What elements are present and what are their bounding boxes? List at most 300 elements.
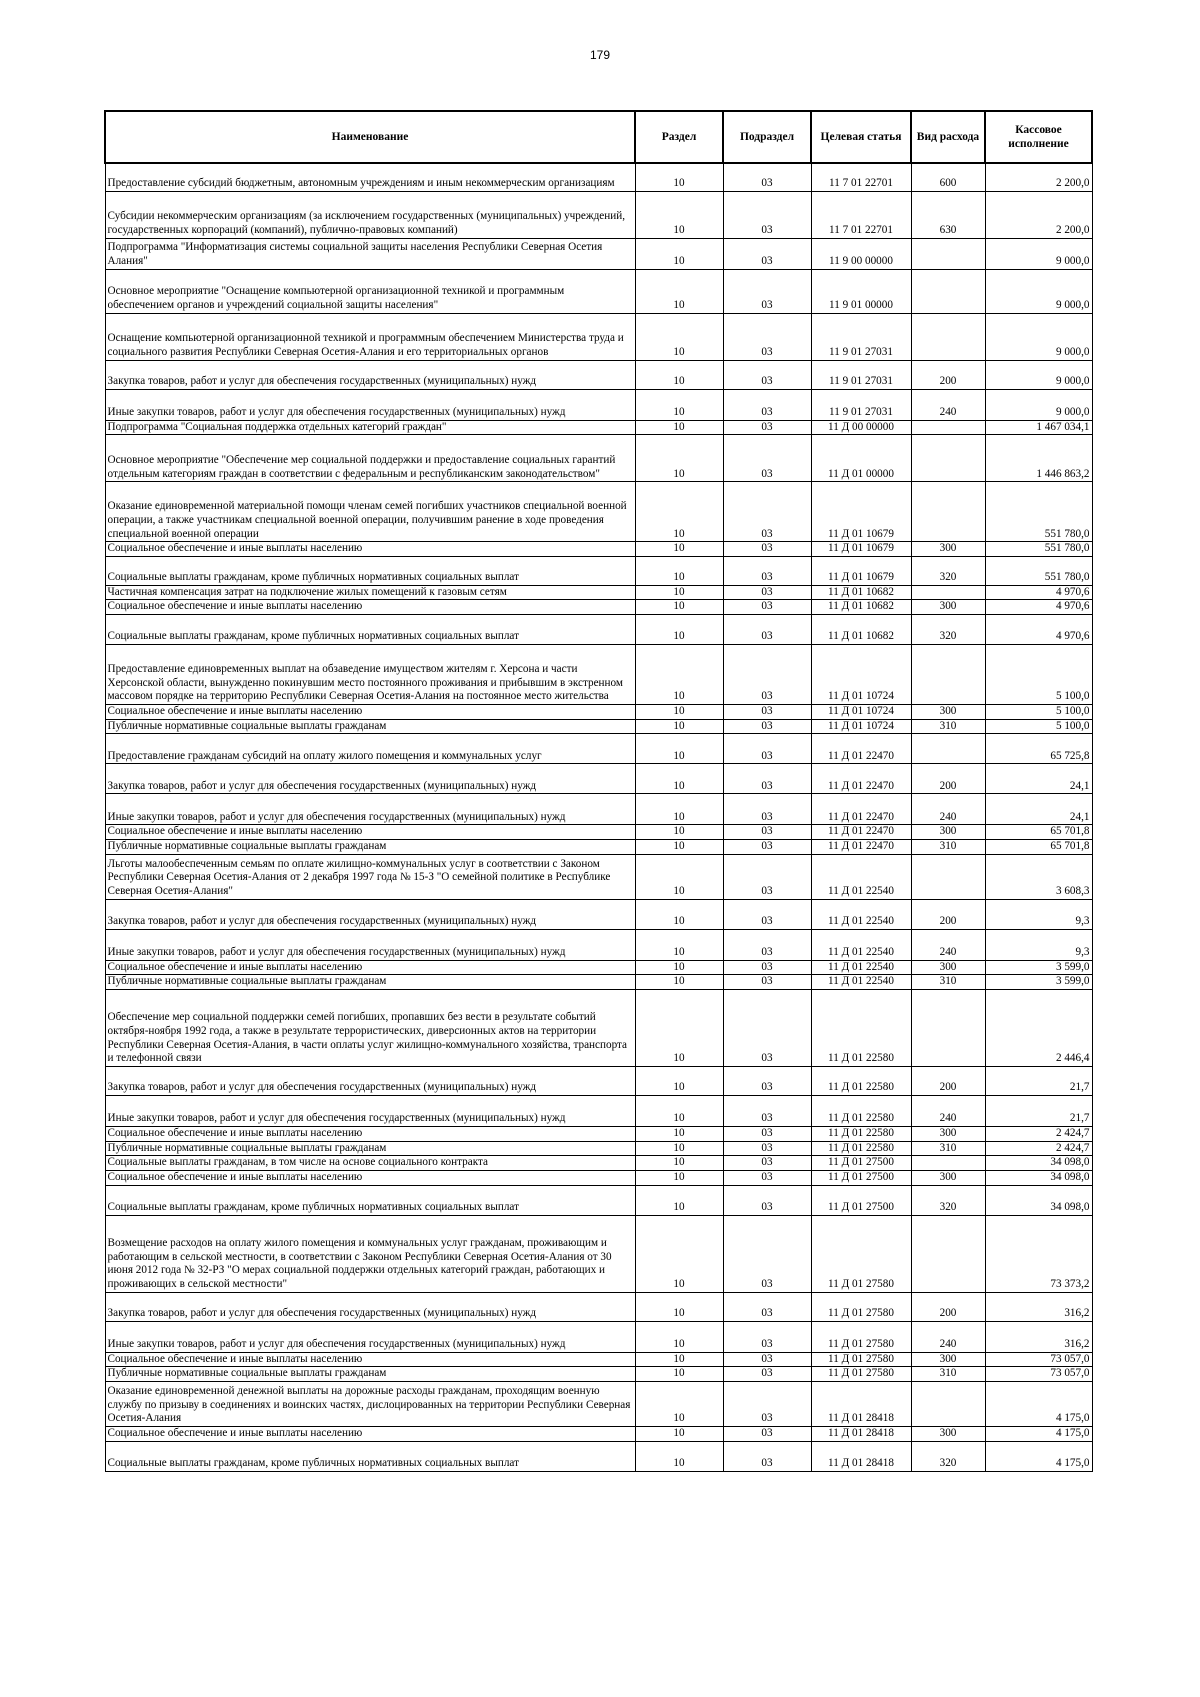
tselevaya-statya-cell: 11 Д 01 00000 bbox=[811, 435, 911, 482]
razdel-cell: 10 bbox=[635, 929, 723, 960]
table-row bbox=[105, 420, 1092, 435]
table-row bbox=[105, 360, 1092, 389]
vid-raskhoda-cell: 310 bbox=[911, 1141, 985, 1156]
name-cell: Иные закупки товаров, работ и услуг для обеспечения государственных (муниципальных) нужд bbox=[105, 794, 635, 825]
kassovoe-ispolnenie-cell: 9 000,0 bbox=[985, 269, 1092, 313]
podrazdel-cell: 03 bbox=[723, 585, 811, 600]
vid-raskhoda-cell: 300 bbox=[911, 705, 985, 720]
kassovoe-ispolnenie-cell: 5 100,0 bbox=[985, 645, 1092, 705]
table-row bbox=[105, 1067, 1092, 1096]
razdel-cell: 10 bbox=[635, 615, 723, 645]
vid-raskhoda-cell: 240 bbox=[911, 1321, 985, 1352]
name-cell: Возмещение расходов на оплату жилого помещения и коммунальных услуг гражданам, проживающим и работающим в сельской местности, в соответствии с Законом Республики Северная Осетия-Алания от 30 июня 2012 года № 32-РЗ "О мерах социальной поддержки отдельных категорий граждан, работающих и проживающих в сельской местности" bbox=[105, 1215, 635, 1292]
kassovoe-ispolnenie-cell: 9 000,0 bbox=[985, 389, 1092, 420]
podrazdel-cell: 03 bbox=[723, 615, 811, 645]
tselevaya-statya-cell: 11 Д 01 27580 bbox=[811, 1367, 911, 1382]
tselevaya-statya-cell: 11 Д 00 00000 bbox=[811, 420, 911, 435]
kassovoe-ispolnenie-cell: 2 200,0 bbox=[985, 163, 1092, 191]
vid-raskhoda-cell bbox=[911, 645, 985, 705]
name-cell: Оказание единовременной материальной помощи членам семей погибших участников специальной военной операции, а также участникам специальной военной операции, получившим ранение в ходе проведения специальной военной операции bbox=[105, 482, 635, 542]
table-row bbox=[105, 389, 1092, 420]
razdel-cell: 10 bbox=[635, 1127, 723, 1142]
tselevaya-statya-cell: 11 Д 01 27500 bbox=[811, 1156, 911, 1171]
podrazdel-cell: 03 bbox=[723, 1367, 811, 1382]
vid-raskhoda-cell bbox=[911, 1156, 985, 1171]
tselevaya-statya-cell: 11 Д 01 22470 bbox=[811, 840, 911, 855]
kassovoe-ispolnenie-cell: 65 701,8 bbox=[985, 825, 1092, 840]
name-cell: Закупка товаров, работ и услуг для обеспечения государственных (муниципальных) нужд bbox=[105, 360, 635, 389]
kassovoe-ispolnenie-cell: 1 446 863,2 bbox=[985, 435, 1092, 482]
tselevaya-statya-cell: 11 Д 01 10682 bbox=[811, 585, 911, 600]
razdel-cell: 10 bbox=[635, 899, 723, 929]
podrazdel-cell: 03 bbox=[723, 1352, 811, 1367]
tselevaya-statya-cell: 11 Д 01 27500 bbox=[811, 1185, 911, 1215]
podrazdel-cell: 03 bbox=[723, 1441, 811, 1471]
kassovoe-ispolnenie-cell: 4 970,6 bbox=[985, 585, 1092, 600]
table-row bbox=[105, 705, 1092, 720]
vid-raskhoda-cell: 200 bbox=[911, 1292, 985, 1321]
kassovoe-ispolnenie-cell: 4 175,0 bbox=[985, 1427, 1092, 1442]
name-cell: Социальные выплаты гражданам, кроме публичных нормативных социальных выплат bbox=[105, 615, 635, 645]
razdel-cell: 10 bbox=[635, 556, 723, 585]
table-row bbox=[105, 1215, 1092, 1292]
name-cell: Подпрограмма "Социальная поддержка отдельных категорий граждан" bbox=[105, 420, 635, 435]
podrazdel-cell: 03 bbox=[723, 556, 811, 585]
podrazdel-cell: 03 bbox=[723, 163, 811, 191]
kassovoe-ispolnenie-cell: 3 599,0 bbox=[985, 960, 1092, 975]
kassovoe-ispolnenie-cell: 551 780,0 bbox=[985, 556, 1092, 585]
vid-raskhoda-cell: 240 bbox=[911, 794, 985, 825]
razdel-cell: 10 bbox=[635, 794, 723, 825]
tselevaya-statya-cell: 11 7 01 22701 bbox=[811, 163, 911, 191]
vid-raskhoda-cell: 300 bbox=[911, 1352, 985, 1367]
name-cell: Предоставление гражданам субсидий на оплату жилого помещения и коммунальных услуг bbox=[105, 734, 635, 764]
vid-raskhoda-cell: 320 bbox=[911, 615, 985, 645]
table-row bbox=[105, 645, 1092, 705]
tselevaya-statya-cell: 11 Д 01 22580 bbox=[811, 1127, 911, 1142]
podrazdel-cell: 03 bbox=[723, 734, 811, 764]
kassovoe-ispolnenie-cell: 1 467 034,1 bbox=[985, 420, 1092, 435]
razdel-cell: 10 bbox=[635, 360, 723, 389]
table-row bbox=[105, 191, 1092, 238]
podrazdel-cell: 03 bbox=[723, 1141, 811, 1156]
podrazdel-cell: 03 bbox=[723, 482, 811, 542]
podrazdel-cell: 03 bbox=[723, 1171, 811, 1186]
kassovoe-ispolnenie-cell: 73 373,2 bbox=[985, 1215, 1092, 1292]
vid-raskhoda-cell bbox=[911, 1382, 985, 1427]
table-row bbox=[105, 482, 1092, 542]
podrazdel-cell: 03 bbox=[723, 794, 811, 825]
vid-raskhoda-cell: 200 bbox=[911, 1067, 985, 1096]
tselevaya-statya-cell: 11 Д 01 10682 bbox=[811, 615, 911, 645]
tselevaya-statya-cell: 11 Д 01 28418 bbox=[811, 1382, 911, 1427]
kassovoe-ispolnenie-cell: 34 098,0 bbox=[985, 1156, 1092, 1171]
podrazdel-cell: 03 bbox=[723, 1185, 811, 1215]
name-cell: Основное мероприятие "Обеспечение мер социальной поддержки и предоставление социальных гарантий отдельным категориям граждан в соответствии с федеральным и республиканским законодательством" bbox=[105, 435, 635, 482]
table-row bbox=[105, 1141, 1092, 1156]
podrazdel-cell: 03 bbox=[723, 719, 811, 734]
tselevaya-statya-cell: 11 9 00 00000 bbox=[811, 238, 911, 269]
tselevaya-statya-cell: 11 9 01 00000 bbox=[811, 269, 911, 313]
vid-raskhoda-cell bbox=[911, 435, 985, 482]
vid-raskhoda-cell bbox=[911, 1215, 985, 1292]
table-row bbox=[105, 313, 1092, 360]
name-cell: Предоставление субсидий бюджетным, автономным учреждениям и иным некоммерческим организациям bbox=[105, 163, 635, 191]
vid-raskhoda-cell: 310 bbox=[911, 1367, 985, 1382]
podrazdel-cell: 03 bbox=[723, 313, 811, 360]
podrazdel-cell: 03 bbox=[723, 269, 811, 313]
tselevaya-statya-cell: 11 Д 01 22540 bbox=[811, 975, 911, 990]
razdel-cell: 10 bbox=[635, 1215, 723, 1292]
header-kassovoe-ispolnenie: Кассовое исполнение bbox=[985, 111, 1092, 163]
tselevaya-statya-cell: 11 Д 01 27580 bbox=[811, 1292, 911, 1321]
vid-raskhoda-cell: 240 bbox=[911, 929, 985, 960]
vid-raskhoda-cell bbox=[911, 734, 985, 764]
kassovoe-ispolnenie-cell: 2 424,7 bbox=[985, 1141, 1092, 1156]
name-cell: Социальное обеспечение и иные выплаты населению bbox=[105, 1427, 635, 1442]
vid-raskhoda-cell: 200 bbox=[911, 360, 985, 389]
tselevaya-statya-cell: 11 Д 01 22470 bbox=[811, 825, 911, 840]
tselevaya-statya-cell: 11 Д 01 22470 bbox=[811, 734, 911, 764]
kassovoe-ispolnenie-cell: 4 175,0 bbox=[985, 1382, 1092, 1427]
table-row bbox=[105, 1352, 1092, 1367]
name-cell: Социальные выплаты гражданам, в том числе на основе социального контракта bbox=[105, 1156, 635, 1171]
name-cell: Иные закупки товаров, работ и услуг для обеспечения государственных (муниципальных) нужд bbox=[105, 929, 635, 960]
tselevaya-statya-cell: 11 Д 01 28418 bbox=[811, 1427, 911, 1442]
tselevaya-statya-cell: 11 Д 01 10724 bbox=[811, 719, 911, 734]
podrazdel-cell: 03 bbox=[723, 854, 811, 899]
podrazdel-cell: 03 bbox=[723, 191, 811, 238]
tselevaya-statya-cell: 11 Д 01 10724 bbox=[811, 705, 911, 720]
kassovoe-ispolnenie-cell: 34 098,0 bbox=[985, 1185, 1092, 1215]
razdel-cell: 10 bbox=[635, 645, 723, 705]
tselevaya-statya-cell: 11 Д 01 22540 bbox=[811, 854, 911, 899]
table-row bbox=[105, 600, 1092, 615]
podrazdel-cell: 03 bbox=[723, 1067, 811, 1096]
vid-raskhoda-cell: 300 bbox=[911, 1427, 985, 1442]
name-cell: Закупка товаров, работ и услуг для обеспечения государственных (муниципальных) нужд bbox=[105, 899, 635, 929]
razdel-cell: 10 bbox=[635, 238, 723, 269]
razdel-cell: 10 bbox=[635, 854, 723, 899]
name-cell: Предоставление единовременных выплат на обзаведение имуществом жителям г. Херсона и части Херсонской области, вынужденно покинувшим место постоянного проживания и прибывшим в экстренном массовом порядке на территорию Республики Северная Осетия-Алания на постоянное место жительства bbox=[105, 645, 635, 705]
razdel-cell: 10 bbox=[635, 163, 723, 191]
table-row bbox=[105, 854, 1092, 899]
kassovoe-ispolnenie-cell: 316,2 bbox=[985, 1292, 1092, 1321]
podrazdel-cell: 03 bbox=[723, 542, 811, 557]
kassovoe-ispolnenie-cell: 9,3 bbox=[985, 899, 1092, 929]
kassovoe-ispolnenie-cell: 2 424,7 bbox=[985, 1127, 1092, 1142]
razdel-cell: 10 bbox=[635, 1171, 723, 1186]
razdel-cell: 10 bbox=[635, 1185, 723, 1215]
tselevaya-statya-cell: 11 Д 01 22580 bbox=[811, 990, 911, 1067]
razdel-cell: 10 bbox=[635, 585, 723, 600]
razdel-cell: 10 bbox=[635, 1321, 723, 1352]
podrazdel-cell: 03 bbox=[723, 1292, 811, 1321]
vid-raskhoda-cell: 240 bbox=[911, 389, 985, 420]
podrazdel-cell: 03 bbox=[723, 899, 811, 929]
tselevaya-statya-cell: 11 Д 01 22470 bbox=[811, 794, 911, 825]
header-tselevaya-statya: Целевая статья bbox=[811, 111, 911, 163]
table-row bbox=[105, 764, 1092, 794]
kassovoe-ispolnenie-cell: 9 000,0 bbox=[985, 360, 1092, 389]
kassovoe-ispolnenie-cell: 24,1 bbox=[985, 794, 1092, 825]
tselevaya-statya-cell: 11 Д 01 22540 bbox=[811, 929, 911, 960]
vid-raskhoda-cell: 300 bbox=[911, 1171, 985, 1186]
razdel-cell: 10 bbox=[635, 1427, 723, 1442]
razdel-cell: 10 bbox=[635, 269, 723, 313]
podrazdel-cell: 03 bbox=[723, 1127, 811, 1142]
name-cell: Публичные нормативные социальные выплаты гражданам bbox=[105, 840, 635, 855]
razdel-cell: 10 bbox=[635, 600, 723, 615]
podrazdel-cell: 03 bbox=[723, 990, 811, 1067]
name-cell: Социальное обеспечение и иные выплаты населению bbox=[105, 705, 635, 720]
name-cell: Социальные выплаты гражданам, кроме публичных нормативных социальных выплат bbox=[105, 1441, 635, 1471]
kassovoe-ispolnenie-cell: 2 446,4 bbox=[985, 990, 1092, 1067]
podrazdel-cell: 03 bbox=[723, 1215, 811, 1292]
table-row bbox=[105, 734, 1092, 764]
podrazdel-cell: 03 bbox=[723, 238, 811, 269]
tselevaya-statya-cell: 11 Д 01 10682 bbox=[811, 600, 911, 615]
podrazdel-cell: 03 bbox=[723, 705, 811, 720]
vid-raskhoda-cell: 600 bbox=[911, 163, 985, 191]
vid-raskhoda-cell bbox=[911, 420, 985, 435]
razdel-cell: 10 bbox=[635, 435, 723, 482]
vid-raskhoda-cell: 310 bbox=[911, 840, 985, 855]
table-row bbox=[105, 990, 1092, 1067]
table-row bbox=[105, 1321, 1092, 1352]
podrazdel-cell: 03 bbox=[723, 1096, 811, 1127]
name-cell: Социальное обеспечение и иные выплаты населению bbox=[105, 1127, 635, 1142]
kassovoe-ispolnenie-cell: 65 701,8 bbox=[985, 840, 1092, 855]
tselevaya-statya-cell: 11 Д 01 22470 bbox=[811, 764, 911, 794]
table-row bbox=[105, 542, 1092, 557]
name-cell: Публичные нормативные социальные выплаты гражданам bbox=[105, 1367, 635, 1382]
vid-raskhoda-cell bbox=[911, 854, 985, 899]
name-cell: Субсидии некоммерческим организациям (за исключением государственных (муниципальных) учреждений, государственных корпораций (компаний), публично-правовых компаний) bbox=[105, 191, 635, 238]
razdel-cell: 10 bbox=[635, 313, 723, 360]
name-cell: Частичная компенсация затрат на подключение жилых помещений к газовым сетям bbox=[105, 585, 635, 600]
header-name: Наименование bbox=[105, 111, 635, 163]
tselevaya-statya-cell: 11 Д 01 10724 bbox=[811, 645, 911, 705]
kassovoe-ispolnenie-cell: 551 780,0 bbox=[985, 542, 1092, 557]
table-row bbox=[105, 1127, 1092, 1142]
tselevaya-statya-cell: 11 Д 01 27580 bbox=[811, 1321, 911, 1352]
table-row bbox=[105, 825, 1092, 840]
vid-raskhoda-cell: 310 bbox=[911, 719, 985, 734]
vid-raskhoda-cell: 310 bbox=[911, 975, 985, 990]
name-cell: Иные закупки товаров, работ и услуг для обеспечения государственных (муниципальных) нужд bbox=[105, 1321, 635, 1352]
vid-raskhoda-cell: 300 bbox=[911, 825, 985, 840]
table-row bbox=[105, 960, 1092, 975]
podrazdel-cell: 03 bbox=[723, 840, 811, 855]
razdel-cell: 10 bbox=[635, 975, 723, 990]
razdel-cell: 10 bbox=[635, 482, 723, 542]
razdel-cell: 10 bbox=[635, 1382, 723, 1427]
tselevaya-statya-cell: 11 Д 01 22540 bbox=[811, 899, 911, 929]
tselevaya-statya-cell: 11 Д 01 22580 bbox=[811, 1067, 911, 1096]
name-cell: Публичные нормативные социальные выплаты гражданам bbox=[105, 975, 635, 990]
table-row bbox=[105, 840, 1092, 855]
razdel-cell: 10 bbox=[635, 542, 723, 557]
razdel-cell: 10 bbox=[635, 1141, 723, 1156]
name-cell: Подпрограмма "Информатизация системы социальной защиты населения Республики Северная Осетия Алания" bbox=[105, 238, 635, 269]
podrazdel-cell: 03 bbox=[723, 600, 811, 615]
razdel-cell: 10 bbox=[635, 1352, 723, 1367]
razdel-cell: 10 bbox=[635, 1292, 723, 1321]
vid-raskhoda-cell bbox=[911, 238, 985, 269]
table-row bbox=[105, 615, 1092, 645]
name-cell: Социальное обеспечение и иные выплаты населению bbox=[105, 600, 635, 615]
kassovoe-ispolnenie-cell: 4 175,0 bbox=[985, 1441, 1092, 1471]
name-cell: Социальное обеспечение и иные выплаты населению bbox=[105, 1352, 635, 1367]
tselevaya-statya-cell: 11 Д 01 22580 bbox=[811, 1096, 911, 1127]
vid-raskhoda-cell: 300 bbox=[911, 542, 985, 557]
kassovoe-ispolnenie-cell: 5 100,0 bbox=[985, 705, 1092, 720]
kassovoe-ispolnenie-cell: 3 608,3 bbox=[985, 854, 1092, 899]
name-cell: Льготы малообеспеченным семьям по оплате жилищно-коммунальных услуг в соответствии с Законом Республики Северная Осетия-Алания от 2 декабря 1997 года № 15-З "О семейной политике в Республике Северная Осетия-Алания" bbox=[105, 854, 635, 899]
razdel-cell: 10 bbox=[635, 960, 723, 975]
name-cell: Закупка товаров, работ и услуг для обеспечения государственных (муниципальных) нужд bbox=[105, 1067, 635, 1096]
razdel-cell: 10 bbox=[635, 705, 723, 720]
name-cell: Оснащение компьютерной организационной техникой и программным обеспечением Министерства труда и социального развития Республики Северная Осетия-Алания и его территориальных органов bbox=[105, 313, 635, 360]
podrazdel-cell: 03 bbox=[723, 420, 811, 435]
tselevaya-statya-cell: 11 Д 01 27580 bbox=[811, 1352, 911, 1367]
tselevaya-statya-cell: 11 Д 01 27500 bbox=[811, 1171, 911, 1186]
podrazdel-cell: 03 bbox=[723, 975, 811, 990]
kassovoe-ispolnenie-cell: 4 970,6 bbox=[985, 615, 1092, 645]
tselevaya-statya-cell: 11 Д 01 28418 bbox=[811, 1441, 911, 1471]
table-row bbox=[105, 269, 1092, 313]
tselevaya-statya-cell: 11 9 01 27031 bbox=[811, 313, 911, 360]
kassovoe-ispolnenie-cell: 21,7 bbox=[985, 1096, 1092, 1127]
name-cell: Закупка товаров, работ и услуг для обеспечения государственных (муниципальных) нужд bbox=[105, 1292, 635, 1321]
podrazdel-cell: 03 bbox=[723, 960, 811, 975]
name-cell: Социальное обеспечение и иные выплаты населению bbox=[105, 1171, 635, 1186]
name-cell: Обеспечение мер социальной поддержки семей погибших, пропавших без вести в результате событий октября-ноября 1992 года, а также в результате террористических, диверсионных актов на территории Республики Северная Осетия-Алания, в части оплаты услуг жилищно-коммунального хозяйства, транспорта и телефонной связи bbox=[105, 990, 635, 1067]
name-cell: Оказание единовременной денежной выплаты на дорожные расходы гражданам, проходящим военную службу по призыву в соединениях и воинских частях, дислоцированных на территории Республики Северная Осетия-Алания bbox=[105, 1382, 635, 1427]
podrazdel-cell: 03 bbox=[723, 825, 811, 840]
kassovoe-ispolnenie-cell: 73 057,0 bbox=[985, 1352, 1092, 1367]
table-row bbox=[105, 1171, 1092, 1186]
table-row bbox=[105, 1156, 1092, 1171]
table-row bbox=[105, 1292, 1092, 1321]
name-cell: Социальное обеспечение и иные выплаты населению bbox=[105, 960, 635, 975]
razdel-cell: 10 bbox=[635, 1067, 723, 1096]
tselevaya-statya-cell: 11 9 01 27031 bbox=[811, 360, 911, 389]
podrazdel-cell: 03 bbox=[723, 929, 811, 960]
podrazdel-cell: 03 bbox=[723, 1156, 811, 1171]
tselevaya-statya-cell: 11 9 01 27031 bbox=[811, 389, 911, 420]
header-razdel: Раздел bbox=[635, 111, 723, 163]
kassovoe-ispolnenie-cell: 4 970,6 bbox=[985, 600, 1092, 615]
table-row bbox=[105, 1367, 1092, 1382]
vid-raskhoda-cell: 300 bbox=[911, 1127, 985, 1142]
page-number: 179 bbox=[589, 48, 611, 62]
vid-raskhoda-cell: 630 bbox=[911, 191, 985, 238]
podrazdel-cell: 03 bbox=[723, 389, 811, 420]
kassovoe-ispolnenie-cell: 21,7 bbox=[985, 1067, 1092, 1096]
tselevaya-statya-cell: 11 Д 01 10679 bbox=[811, 556, 911, 585]
name-cell: Основное мероприятие "Оснащение компьютерной организационной техникой и программным обеспечением органов и учреждений социальной защиты населения" bbox=[105, 269, 635, 313]
razdel-cell: 10 bbox=[635, 1156, 723, 1171]
budget-table bbox=[104, 110, 1093, 1472]
tselevaya-statya-cell: 11 Д 01 27580 bbox=[811, 1215, 911, 1292]
kassovoe-ispolnenie-cell: 9,3 bbox=[985, 929, 1092, 960]
table-row bbox=[105, 1382, 1092, 1427]
name-cell: Публичные нормативные социальные выплаты гражданам bbox=[105, 719, 635, 734]
vid-raskhoda-cell: 320 bbox=[911, 1185, 985, 1215]
table-row bbox=[105, 585, 1092, 600]
kassovoe-ispolnenie-cell: 73 057,0 bbox=[985, 1367, 1092, 1382]
podrazdel-cell: 03 bbox=[723, 764, 811, 794]
vid-raskhoda-cell: 320 bbox=[911, 556, 985, 585]
podrazdel-cell: 03 bbox=[723, 645, 811, 705]
name-cell: Социальные выплаты гражданам, кроме публичных нормативных социальных выплат bbox=[105, 556, 635, 585]
tselevaya-statya-cell: 11 Д 01 10679 bbox=[811, 482, 911, 542]
razdel-cell: 10 bbox=[635, 990, 723, 1067]
razdel-cell: 10 bbox=[635, 840, 723, 855]
kassovoe-ispolnenie-cell: 551 780,0 bbox=[985, 482, 1092, 542]
kassovoe-ispolnenie-cell: 24,1 bbox=[985, 764, 1092, 794]
name-cell: Социальное обеспечение и иные выплаты населению bbox=[105, 542, 635, 557]
razdel-cell: 10 bbox=[635, 734, 723, 764]
table-header-row bbox=[105, 111, 1092, 163]
table-row bbox=[105, 238, 1092, 269]
razdel-cell: 10 bbox=[635, 719, 723, 734]
table-body bbox=[105, 163, 1092, 1471]
tselevaya-statya-cell: 11 7 01 22701 bbox=[811, 191, 911, 238]
vid-raskhoda-cell bbox=[911, 269, 985, 313]
vid-raskhoda-cell bbox=[911, 313, 985, 360]
vid-raskhoda-cell: 300 bbox=[911, 960, 985, 975]
razdel-cell: 10 bbox=[635, 825, 723, 840]
table-row bbox=[105, 556, 1092, 585]
table-row bbox=[105, 794, 1092, 825]
razdel-cell: 10 bbox=[635, 1367, 723, 1382]
kassovoe-ispolnenie-cell: 65 725,8 bbox=[985, 734, 1092, 764]
vid-raskhoda-cell bbox=[911, 585, 985, 600]
razdel-cell: 10 bbox=[635, 1096, 723, 1127]
tselevaya-statya-cell: 11 Д 01 10679 bbox=[811, 542, 911, 557]
table-row bbox=[105, 929, 1092, 960]
kassovoe-ispolnenie-cell: 9 000,0 bbox=[985, 313, 1092, 360]
kassovoe-ispolnenie-cell: 316,2 bbox=[985, 1321, 1092, 1352]
podrazdel-cell: 03 bbox=[723, 435, 811, 482]
razdel-cell: 10 bbox=[635, 420, 723, 435]
header-podrazdel: Подраздел bbox=[723, 111, 811, 163]
table-row bbox=[105, 1441, 1092, 1471]
name-cell: Публичные нормативные социальные выплаты гражданам bbox=[105, 1141, 635, 1156]
name-cell: Иные закупки товаров, работ и услуг для обеспечения государственных (муниципальных) нужд bbox=[105, 389, 635, 420]
kassovoe-ispolnenie-cell: 2 200,0 bbox=[985, 191, 1092, 238]
tselevaya-statya-cell: 11 Д 01 22580 bbox=[811, 1141, 911, 1156]
podrazdel-cell: 03 bbox=[723, 360, 811, 389]
table-row bbox=[105, 163, 1092, 191]
header-vid-raskhoda: Вид расхода bbox=[911, 111, 985, 163]
vid-raskhoda-cell: 300 bbox=[911, 600, 985, 615]
name-cell: Социальное обеспечение и иные выплаты населению bbox=[105, 825, 635, 840]
vid-raskhoda-cell: 200 bbox=[911, 764, 985, 794]
name-cell: Иные закупки товаров, работ и услуг для обеспечения государственных (муниципальных) нужд bbox=[105, 1096, 635, 1127]
table-row bbox=[105, 1427, 1092, 1442]
vid-raskhoda-cell: 240 bbox=[911, 1096, 985, 1127]
table-row bbox=[105, 719, 1092, 734]
vid-raskhoda-cell: 320 bbox=[911, 1441, 985, 1471]
table-row bbox=[105, 975, 1092, 990]
table-row bbox=[105, 1096, 1092, 1127]
table-row bbox=[105, 435, 1092, 482]
name-cell: Закупка товаров, работ и услуг для обеспечения государственных (муниципальных) нужд bbox=[105, 764, 635, 794]
